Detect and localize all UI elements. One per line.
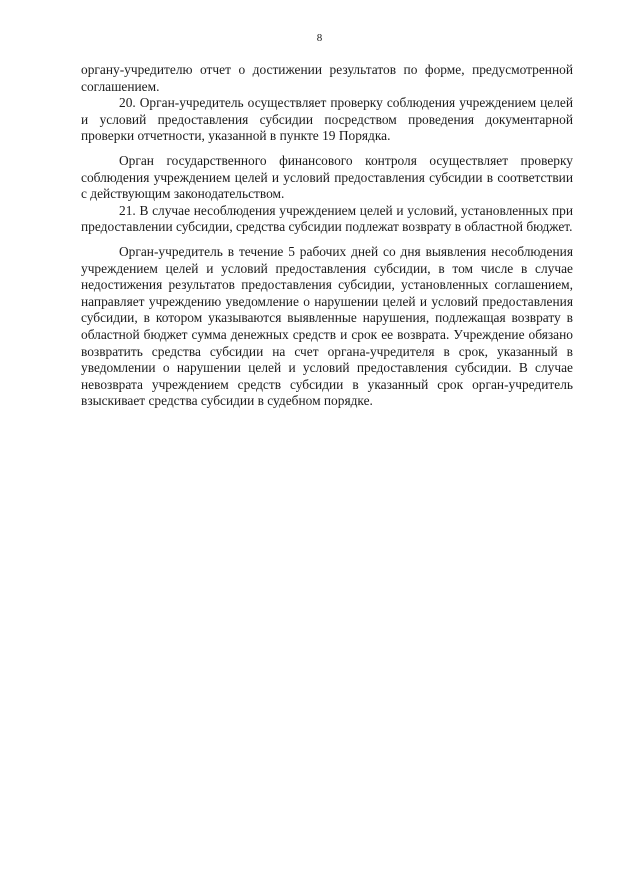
page-number: 8 bbox=[316, 32, 323, 44]
paragraph-refund-procedure: Орган-учредитель в течение 5 рабочих дней со дня выявления несоблюдения учреждением целей и условий предоставления субсидии, в том числе в случае недостижения результатов предоставления субсидии, установленных соглашением, направляет учреждению уведомление о нарушении целей и условий предоставления субсидии, в котором указываются выявленные нарушения, подлежащая возврату в областной бюджет сумма денежных средств и срок ее возврата. Учреждение обязано возвратить средства субсидии на счет органа-учредителя в срок, указанный в уведомлении о нарушении целей и условий предоставления субсидии. В случае невозврата учреждением средств субсидии в указанный срок орган-учредитель взыскивает средства субсидии в судебном порядке. bbox=[81, 243, 573, 409]
document-body bbox=[81, 62, 573, 410]
paragraph-financial-control: Орган государственного финансового контроля осуществляет проверку соблюдения учреждением целей и условий предоставления субсидии в соответствии с действующим законодательством. bbox=[81, 152, 573, 202]
paragraph-item-21: 21. В случае несоблюдения учреждением целей и условий, установленных при предоставлении субсидии, средства субсидии подлежат возврату в областной бюджет. bbox=[81, 202, 573, 235]
paragraph-item-20: 20. Орган-учредитель осуществляет проверку соблюдения учреждением целей и условий предоставления субсидии посредством проведения документарной проверки отчетности, указанной в пункте 19 Порядка. bbox=[81, 95, 573, 144]
paragraph-continuation: органу-учредителю отчет о достижении результатов по форме, предусмотренной соглашением. bbox=[81, 62, 573, 94]
